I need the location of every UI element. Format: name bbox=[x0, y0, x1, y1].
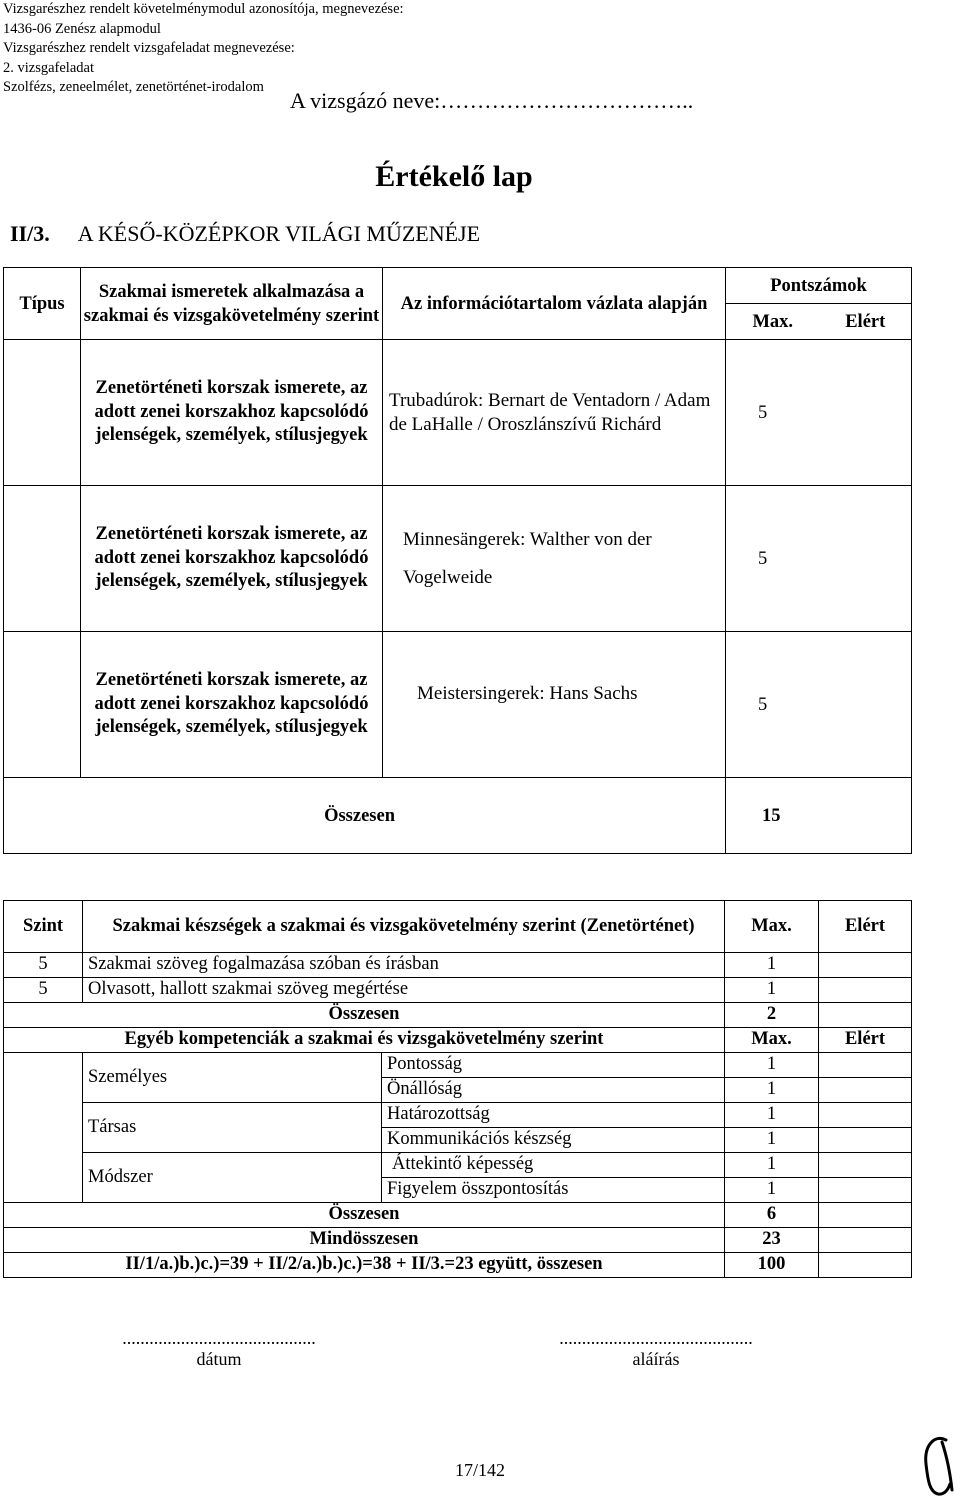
competency-label: Pontosság bbox=[382, 1053, 725, 1078]
criteria-cell: Zenetörténeti korszak ismerete, az adott zenei korszakhoz kapcsolódó jelenségek, személyek, stílusjegyek bbox=[81, 340, 383, 486]
competency-max: 1 bbox=[725, 1053, 819, 1078]
competency-row bbox=[4, 1103, 912, 1128]
page-title bbox=[0, 160, 960, 194]
skill-max: 1 bbox=[725, 978, 819, 1003]
competency-max: 1 bbox=[725, 1178, 819, 1203]
skill-max: 1 bbox=[725, 953, 819, 978]
skill-achieved bbox=[819, 978, 912, 1003]
group-name: Személyes bbox=[83, 1053, 382, 1103]
competency-label: Határozottság bbox=[382, 1103, 725, 1128]
other-total-row bbox=[4, 1203, 912, 1228]
competency-max: 1 bbox=[725, 1153, 819, 1178]
skills-total-value: 2 bbox=[725, 1003, 819, 1028]
header-type: Típus bbox=[4, 268, 81, 340]
max-cell: 5 bbox=[726, 632, 912, 778]
competency-max: 1 bbox=[725, 1128, 819, 1153]
total-value: 15 bbox=[726, 778, 912, 854]
content-cell: Trubadúrok: Bernart de Ventadorn / Adam de LaHalle / Oroszlánszívű Richárd bbox=[383, 340, 726, 486]
competency-row bbox=[4, 1053, 912, 1078]
section-title: A KÉSŐ-KÖZÉPKOR VILÁGI MŰZENÉJE bbox=[77, 221, 481, 246]
competency-label: Kommunikációs készség bbox=[382, 1128, 725, 1153]
level-empty bbox=[4, 1053, 83, 1203]
content-cell: Minnesängerek: Walther von der Vogelweide bbox=[383, 486, 726, 632]
summary-row bbox=[4, 1253, 912, 1278]
skill-row bbox=[4, 978, 912, 1003]
group-name: Társas bbox=[83, 1103, 382, 1153]
header-max: Max. bbox=[725, 901, 819, 953]
header-line-5: Szolfézs, zeneelmélet, zenetörténet-irodalom bbox=[3, 79, 264, 95]
group-name: Módszer bbox=[83, 1153, 382, 1203]
competency-achieved bbox=[819, 1053, 912, 1078]
type-cell bbox=[4, 340, 81, 486]
table-row bbox=[4, 486, 912, 632]
knowledge-table bbox=[3, 267, 912, 854]
other-header-row bbox=[4, 1028, 912, 1053]
summary-label: II/1/a.)b.)c.)=39 + II/2/a.)b.)c.)=38 + II/3.=23 együtt, összesen bbox=[4, 1253, 725, 1278]
header bbox=[3, 0, 404, 98]
skill-achieved bbox=[819, 953, 912, 978]
header-achieved: Elért bbox=[820, 304, 912, 340]
date-signature-block bbox=[88, 1328, 350, 1370]
grand-total-value: 23 bbox=[725, 1228, 819, 1253]
competency-max: 1 bbox=[725, 1103, 819, 1128]
sign-dots: ........................................... bbox=[559, 1328, 753, 1348]
header-line-4: 2. vizsgafeladat bbox=[3, 59, 94, 76]
other-total-achieved bbox=[819, 1203, 912, 1228]
total-row bbox=[4, 778, 912, 854]
page-number: 17/142 bbox=[454, 1460, 505, 1480]
other-total-value: 6 bbox=[725, 1203, 819, 1228]
grand-total-row bbox=[4, 1228, 912, 1253]
header-max: Max. bbox=[726, 304, 820, 340]
other-header-label: Egyéb kompetenciák a szakmai és vizsgakövetelmény szerint bbox=[4, 1028, 725, 1053]
skill-level: 5 bbox=[4, 978, 83, 1003]
max-cell: 5 bbox=[726, 486, 912, 632]
table-row bbox=[4, 632, 912, 778]
summary-achieved bbox=[819, 1253, 912, 1278]
header-criteria: Szakmai ismeretek alkalmazása a szakmai és vizsgakövetelmény szerint bbox=[81, 268, 383, 340]
other-header-achieved: Elért bbox=[819, 1028, 912, 1053]
competency-achieved bbox=[819, 1078, 912, 1103]
header-line-3: Vizsgarészhez rendelt vizsgafeladat megnevezése: bbox=[3, 40, 295, 56]
criteria-cell: Zenetörténeti korszak ismerete, az adott zenei korszakhoz kapcsolódó jelenségek, személyek, stílusjegyek bbox=[81, 632, 383, 778]
skills-total-achieved bbox=[819, 1003, 912, 1028]
type-cell bbox=[4, 486, 81, 632]
skill-label: Szakmai szöveg fogalmazása szóban és írásban bbox=[83, 953, 725, 978]
summary-value: 100 bbox=[725, 1253, 819, 1278]
sign-label: aláírás bbox=[632, 1349, 680, 1369]
other-header-max: Max. bbox=[725, 1028, 819, 1053]
sign-signature-block bbox=[525, 1328, 787, 1370]
content-cell: Meistersingerek: Hans Sachs bbox=[383, 632, 726, 778]
header-line-1: Vizsgarészhez rendelt követelménymodul azonosítója, megnevezése: bbox=[3, 1, 404, 17]
skills-total-row bbox=[4, 1003, 912, 1028]
header-line-2: 1436-06 Zenész alapmodul bbox=[3, 20, 161, 37]
grand-total-achieved bbox=[819, 1228, 912, 1253]
competency-row bbox=[4, 1153, 912, 1178]
max-cell: 5 bbox=[726, 340, 912, 486]
competency-label: Figyelem összpontosítás bbox=[382, 1178, 725, 1203]
section-number: II/3. bbox=[10, 221, 50, 246]
skills-table bbox=[3, 900, 912, 1278]
competency-achieved bbox=[819, 1153, 912, 1178]
competency-achieved bbox=[819, 1103, 912, 1128]
table-row bbox=[4, 340, 912, 486]
header-skills: Szakmai készségek a szakmai és vizsgakövetelmény szerint (Zenetörténet) bbox=[83, 901, 725, 953]
page-title-text: Értékelő lap bbox=[375, 160, 533, 193]
competency-achieved bbox=[819, 1178, 912, 1203]
competency-label: Áttekintő képesség bbox=[382, 1153, 725, 1178]
total-label: Összesen bbox=[4, 778, 726, 854]
competency-max: 1 bbox=[725, 1078, 819, 1103]
skill-row bbox=[4, 953, 912, 978]
candidate-name: A vizsgázó neve:…………………………….. bbox=[290, 88, 694, 113]
header-points: Pontszámok bbox=[726, 268, 912, 304]
competency-label: Önállóság bbox=[382, 1078, 725, 1103]
other-total-label: Összesen bbox=[4, 1203, 725, 1228]
section-heading bbox=[10, 221, 480, 247]
type-cell bbox=[4, 632, 81, 778]
date-dots: ........................................... bbox=[122, 1328, 316, 1348]
header-level: Szint bbox=[4, 901, 83, 953]
skill-label: Olvasott, hallott szakmai szöveg megértése bbox=[83, 978, 725, 1003]
header-content: Az információtartalom vázlata alapján bbox=[383, 268, 726, 340]
competency-achieved bbox=[819, 1128, 912, 1153]
header-achieved: Elért bbox=[819, 901, 912, 953]
criteria-cell: Zenetörténeti korszak ismerete, az adott zenei korszakhoz kapcsolódó jelenségek, személyek, stílusjegyek bbox=[81, 486, 383, 632]
skill-level: 5 bbox=[4, 953, 83, 978]
date-label: dátum bbox=[196, 1349, 242, 1369]
skills-total-label: Összesen bbox=[4, 1003, 725, 1028]
grand-total-label: Mindösszesen bbox=[4, 1228, 725, 1253]
